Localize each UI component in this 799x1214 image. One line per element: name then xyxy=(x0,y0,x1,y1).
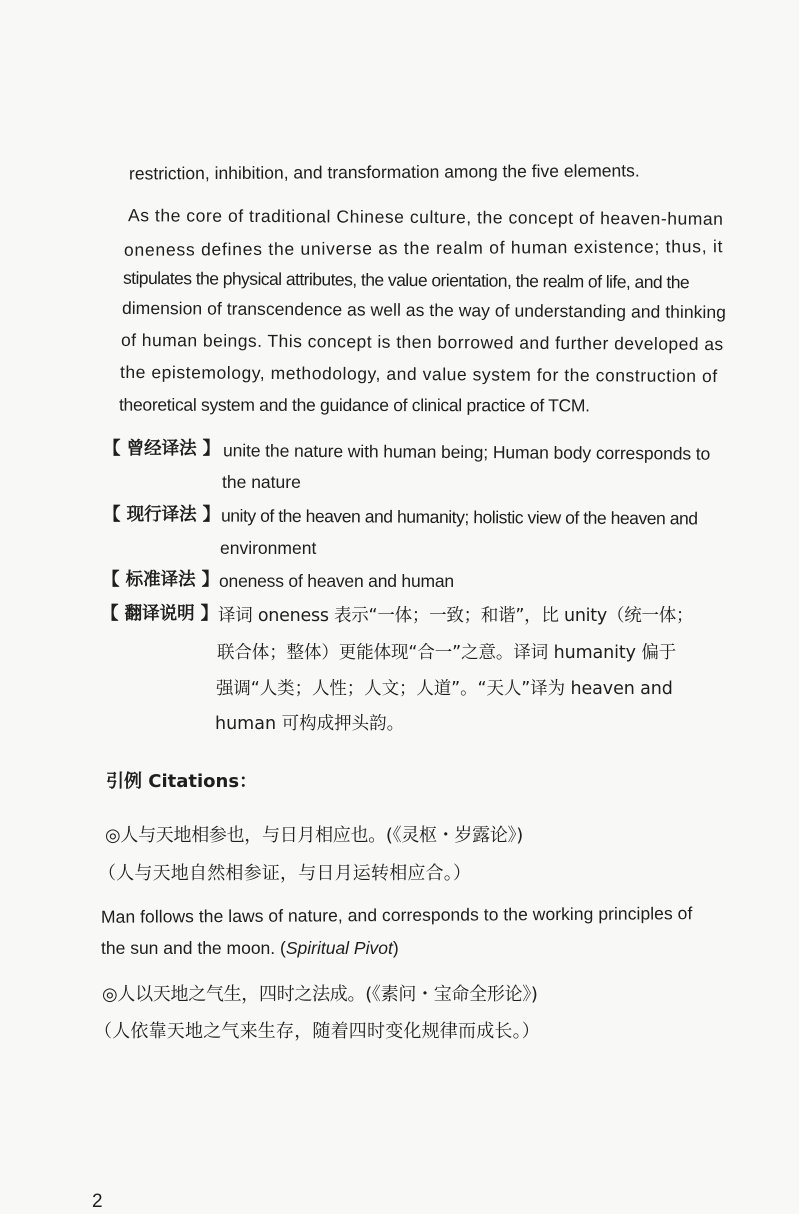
paragraph-2-line-2: oneness defines the universe as the realm of human existence; thus, it xyxy=(123,236,724,260)
label-translation-notes: 【 翻译说明 】 xyxy=(101,604,219,624)
citation-2-original: ◎人以天地之气生，四时之法成。(《素问・宝命全形论》) xyxy=(102,984,538,1005)
citation-1-english-line-1: Man follows the laws of nature, and corresponds to the working principles of xyxy=(100,903,693,927)
paragraph-2-line-4: dimension of transcendence as well as the way of understanding and thinking xyxy=(121,297,727,323)
citation-1-source: Spiritual Pivot xyxy=(285,938,393,958)
paragraph-2-line-5: of human beings. This concept is then borrowed and further developed as xyxy=(120,329,724,355)
paragraph-2-line-3: stipulates the physical attributes, the value orientation, the realm of life, and the xyxy=(122,267,690,293)
current-translation-line-1: unity of the heaven and humanity; holistic view of the heaven and xyxy=(220,505,698,529)
citation-2-modern: （人依靠天地之气来生存，随着四时变化规律而成长。） xyxy=(94,1021,540,1042)
citation-1-english-line-2 xyxy=(101,936,399,960)
citation-1-close-paren: ) xyxy=(392,938,399,958)
page-number: 2 xyxy=(92,1191,103,1212)
current-translation-line-2: environment xyxy=(220,538,317,558)
label-current-translation: 【 现行译法 】 xyxy=(103,505,221,525)
standard-translation-line-1: oneness of heaven and human xyxy=(219,571,454,591)
previous-translation-line-1: unite the nature with human being; Human body corresponds to xyxy=(222,440,711,464)
label-previous-translation: 【 曾经译法 】 xyxy=(103,439,221,459)
paragraph-2-line-6: the epistemology, methodology, and value system for the construction of xyxy=(119,361,718,387)
citations-heading: 引例 Citations： xyxy=(106,771,258,792)
previous-translation-line-2: the nature xyxy=(222,472,301,492)
translation-notes-line-4: human 可构成押头韵。 xyxy=(215,714,405,734)
paragraph-2-line-1: As the core of traditional Chinese culture, the concept of heaven-human xyxy=(127,205,724,229)
translation-notes-line-2: 联合体；整体）更能体现“合一”之意。译词 humanity 偏于 xyxy=(217,643,677,663)
translation-notes-line-3: 强调“人类；人性；人文；人道”。“天人”译为 heaven and xyxy=(216,679,673,699)
label-standard-translation: 【 标准译法 】 xyxy=(102,570,220,590)
paragraph-2-line-7: theoretical system and the guidance of clinical practice of TCM. xyxy=(118,394,590,416)
translation-notes-line-1: 译词 oneness 表示“一体；一致；和谐”，比 unity（统一体； xyxy=(218,606,694,626)
citation-1-original: ◎人与天地相参也，与日月相应也。(《灵枢・岁露论》) xyxy=(105,825,523,846)
citation-1-english-text: the sun and the moon. ( xyxy=(101,938,286,958)
paragraph-1-line-1: restriction, inhibition, and transformation among the five elements. xyxy=(128,160,640,184)
citation-1-modern: （人与天地自然相参证，与日月运转相应合。） xyxy=(98,863,472,884)
